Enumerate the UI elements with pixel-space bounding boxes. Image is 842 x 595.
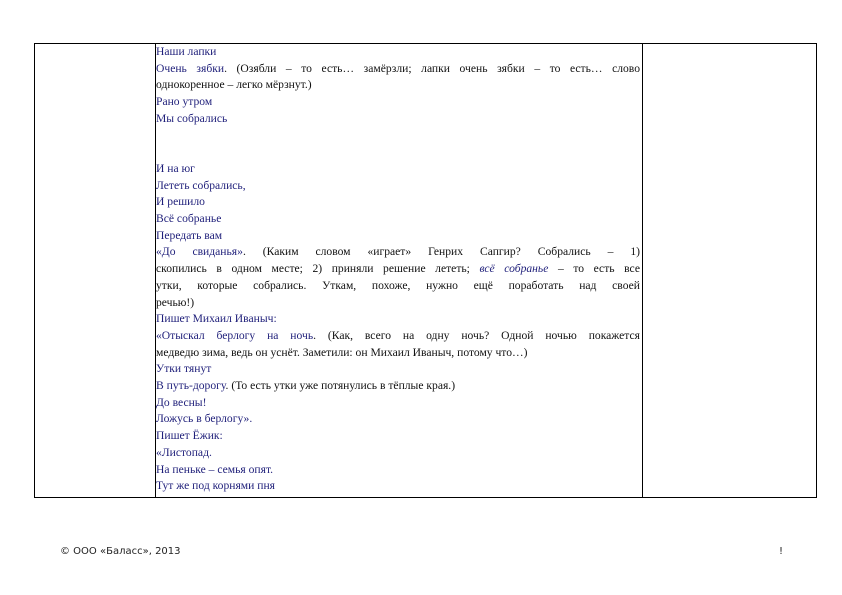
text-line: Рано утром [156,95,213,109]
text-line [156,261,640,278]
text-fragment: «Отыскал берлогу на ночь [156,328,314,342]
text-line [156,328,640,345]
lesson-text-column [156,44,640,495]
text-fragment: . (Озябли – то есть… замёрзли; лапки очень зябки – то есть… слово [224,61,641,75]
text-line: Пишет Ёжик: [156,429,223,443]
text-line: Всё собранье [156,212,222,225]
text-fragment: В путь-дорогу [156,379,226,393]
text-line [156,378,640,395]
column-divider [642,44,643,497]
text-line [156,295,640,312]
text-line: Утки тянут [156,362,212,376]
text-line: До весны! [156,395,207,409]
text-fragment: Очень зябки [156,61,225,75]
text-line [156,61,640,78]
text-line: Тут же под корнями пня [156,479,275,493]
text-line: Ложусь в берлогу». [156,412,253,426]
text-fragment: скопились в одном месте; 2) приняли решение лететь; [156,262,480,276]
text-fragment: . (Каким словом «играет» Генрих Сапгир? Собрались – 1) [242,245,640,259]
page-number: ! [779,546,784,557]
text-fragment: однокоренное – легко мёрзнут.) [156,78,312,92]
text-line: И решило [156,195,205,209]
text-fragment: речью!) [156,295,195,309]
text-line: Мы собрались [156,111,228,125]
blank-line [156,128,640,145]
text-line: На пеньке – семья опят. [156,462,274,476]
copyright-footer: © ООО «Баласс», 2013 [60,546,181,557]
text-line: Наши лапки [156,45,217,58]
text-fragment: «До свиданья» [156,245,243,259]
text-line [156,77,640,94]
text-line: И на юг [156,161,195,175]
blank-line [156,144,640,161]
text-line [156,345,640,362]
text-fragment: . (Как, всего на одну ночь? Одной ночью покажется [313,328,640,342]
text-line: Лететь собрались, [156,178,246,192]
text-line [156,278,640,295]
text-line: Пишет Михаил Иваныч: [156,312,277,326]
text-fragment: утки, которые собрались. Уткам, похоже, нужно ещё поработать над своей [156,278,640,292]
text-fragment: всё собранье [479,262,549,276]
text-fragment: . (То есть утки уже потянулись в тёплые края.) [225,379,456,393]
text-fragment: медведю зима, ведь он уснёт. Заметили: он Михаил Иваныч, потому что…) [156,345,528,359]
lesson-table [34,43,817,498]
text-line [156,244,640,261]
text-line: «Листопад. [156,445,212,459]
text-line: Передать вам [156,228,223,242]
text-fragment: – то есть все [548,262,640,276]
